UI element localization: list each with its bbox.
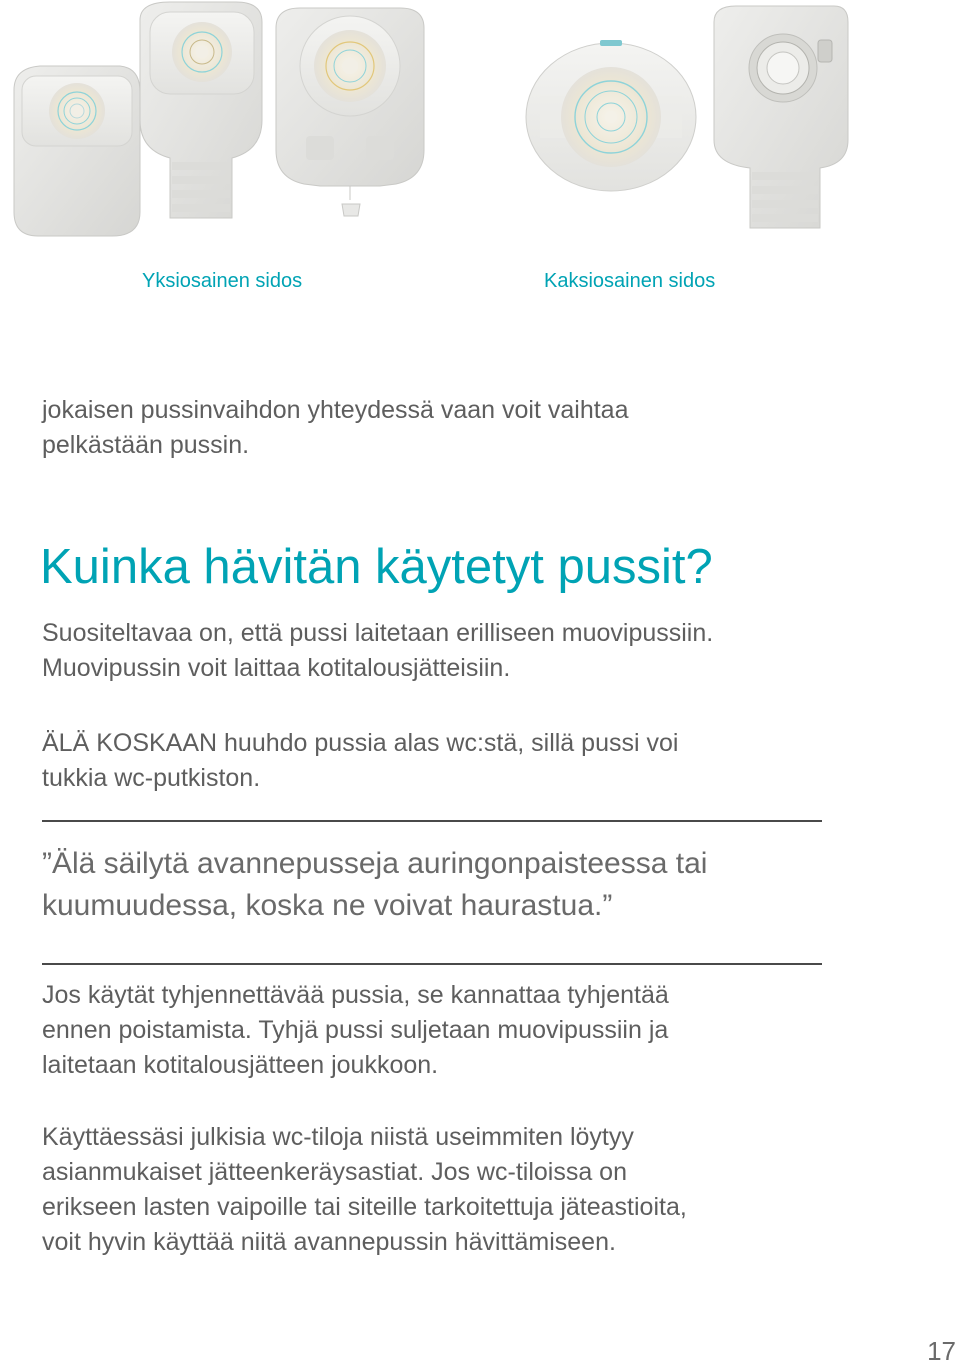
emptying-line: ennen poistamista. Tyhjä pussi suljetaan muovipussiin ja [42,1016,669,1044]
recommendation-line: Suositeltavaa on, että pussi laitetaan erilliseen muovipussiin. [42,619,714,647]
public-toilets-line: erikseen lasten vaipoille tai siteille tarkoitettuja jäteastioita, [42,1193,687,1221]
intro-line: pelkästään pussin. [42,431,250,459]
recommendation-line: Muovipussin voit laittaa kotitalousjätteisiin. [42,654,511,682]
public-toilets-line: asianmukaiset jätteenkeräysastiat. Jos wc-tiloissa on [42,1158,627,1186]
public-toilets-line: Käyttäessäsi julkisia wc-tiloja niistä useimmiten löytyy [42,1123,634,1151]
one-piece-caption: Yksiosainen sidos [142,270,303,292]
warning-line: ÄLÄ KOSKAAN huuhdo pussia alas wc:stä, sillä pussi voi [42,729,679,757]
closed-pouch-image [14,66,140,236]
quote-top-divider [42,820,822,822]
public-toilets-line: voit hyvin käyttää niitä avannepussin hävittämiseen. [42,1228,616,1256]
emptying-line: laitetaan kotitalousjätteen joukkoon. [42,1051,439,1079]
page-number: 17 [927,1336,956,1366]
warning-paragraph [42,726,832,796]
urostomy-pouch-image [276,8,424,216]
drainable-pouch-image [140,2,262,218]
quote-bottom-divider [42,963,822,965]
intro-line: jokaisen pussinvaihdon yhteydessä vaan voit vaihtaa [42,396,629,424]
warning-line: tukkia wc-putkiston. [42,764,261,792]
intro-paragraph [42,393,832,463]
emptying-paragraph [42,978,832,1083]
two-piece-caption: Kaksiosainen sidos [544,270,716,292]
quote-line: kuumuudessa, koska ne voivat haurastua.” [42,889,613,922]
public-toilets-paragraph [42,1120,832,1260]
two-piece-pouch-image [714,6,848,228]
section-heading: Kuinka hävitän käytetyt pussit? [40,540,713,594]
recommendation-paragraph [42,616,832,686]
quote-line: ”Älä säilytä avannepusseja auringonpaisteessa tai [42,847,708,880]
pull-quote [42,843,707,927]
base-plate-image [526,40,696,191]
emptying-line: Jos käytät tyhjennettävää pussia, se kannattaa tyhjentää [42,981,669,1009]
product-images [0,0,960,240]
